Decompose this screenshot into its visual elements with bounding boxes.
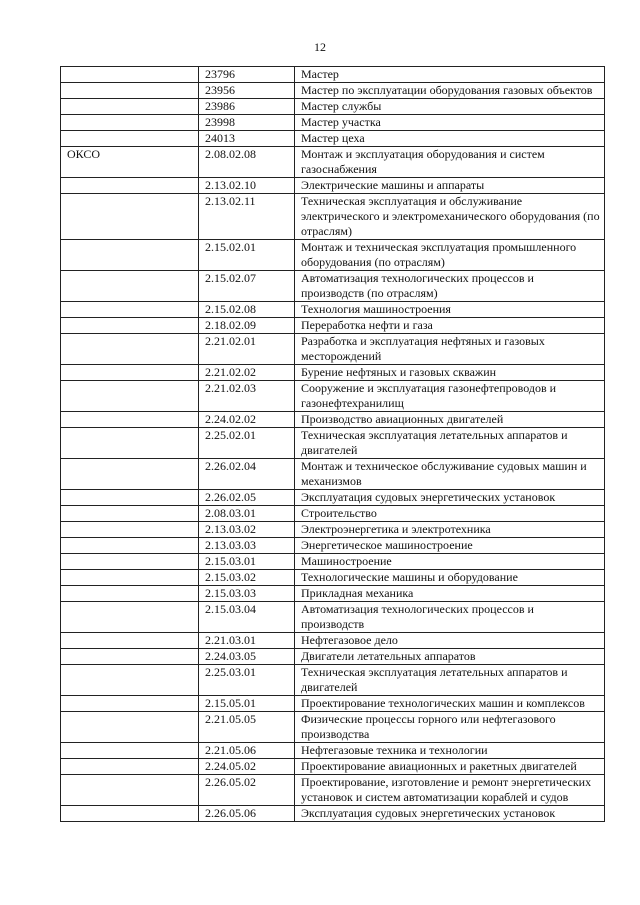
- table-row: [61, 67, 605, 83]
- table-row: [61, 318, 605, 334]
- name-cell: Эксплуатация судовых энергетических установок: [295, 490, 605, 506]
- table-row: [61, 178, 605, 194]
- group-cell: [61, 506, 199, 522]
- code-cell: 2.24.02.02: [199, 412, 295, 428]
- code-cell: 23796: [199, 67, 295, 83]
- table-row: [61, 240, 605, 271]
- code-cell: 2.13.03.03: [199, 538, 295, 554]
- code-cell: 2.13.02.10: [199, 178, 295, 194]
- group-cell: [61, 302, 199, 318]
- table-row: [61, 586, 605, 602]
- code-cell: 2.15.03.02: [199, 570, 295, 586]
- group-cell: [61, 554, 199, 570]
- name-cell: Автоматизация технологических процессов и производств: [295, 602, 605, 633]
- name-cell: Техническая эксплуатация и обслуживание электрического и электромеханического оборудования (по отраслям): [295, 194, 605, 240]
- table-row: [61, 759, 605, 775]
- group-cell: ОКСО: [61, 147, 199, 178]
- name-cell: Проектирование, изготовление и ремонт энергетических установок и систем автоматизации кораблей и судов: [295, 775, 605, 806]
- name-cell: Мастер по эксплуатации оборудования газовых объектов: [295, 83, 605, 99]
- name-cell: Бурение нефтяных и газовых скважин: [295, 365, 605, 381]
- group-cell: [61, 194, 199, 240]
- group-cell: [61, 538, 199, 554]
- name-cell: Строительство: [295, 506, 605, 522]
- code-cell: 23956: [199, 83, 295, 99]
- code-cell: 23986: [199, 99, 295, 115]
- code-cell: 2.15.03.01: [199, 554, 295, 570]
- table-row: [61, 271, 605, 302]
- table-body: [61, 67, 605, 822]
- name-cell: Нефтегазовые техника и технологии: [295, 743, 605, 759]
- table-row: [61, 665, 605, 696]
- code-cell: 2.24.03.05: [199, 649, 295, 665]
- group-cell: [61, 115, 199, 131]
- table-row: [61, 696, 605, 712]
- name-cell: Монтаж и техническая эксплуатация промышленного оборудования (по отраслям): [295, 240, 605, 271]
- code-cell: 2.18.02.09: [199, 318, 295, 334]
- name-cell: Электроэнергетика и электротехника: [295, 522, 605, 538]
- table-row: [61, 365, 605, 381]
- table-row: [61, 334, 605, 365]
- group-cell: [61, 665, 199, 696]
- group-cell: [61, 633, 199, 649]
- group-cell: [61, 806, 199, 822]
- code-cell: 2.15.02.01: [199, 240, 295, 271]
- code-cell: 24013: [199, 131, 295, 147]
- group-cell: [61, 99, 199, 115]
- code-cell: 2.26.05.02: [199, 775, 295, 806]
- code-cell: 2.21.05.06: [199, 743, 295, 759]
- group-cell: [61, 649, 199, 665]
- table-row: [61, 633, 605, 649]
- name-cell: Разработка и эксплуатация нефтяных и газовых месторождений: [295, 334, 605, 365]
- code-cell: 2.13.02.11: [199, 194, 295, 240]
- name-cell: Переработка нефти и газа: [295, 318, 605, 334]
- table-row: [61, 490, 605, 506]
- name-cell: Производство авиационных двигателей: [295, 412, 605, 428]
- name-cell: Нефтегазовое дело: [295, 633, 605, 649]
- group-cell: [61, 602, 199, 633]
- code-cell: 2.26.02.05: [199, 490, 295, 506]
- table-row: [61, 743, 605, 759]
- group-cell: [61, 743, 199, 759]
- group-cell: [61, 490, 199, 506]
- group-cell: [61, 522, 199, 538]
- group-cell: [61, 586, 199, 602]
- name-cell: Автоматизация технологических процессов и производств (по отраслям): [295, 271, 605, 302]
- code-cell: 2.08.03.01: [199, 506, 295, 522]
- code-cell: 2.21.02.03: [199, 381, 295, 412]
- group-cell: [61, 271, 199, 302]
- group-cell: [61, 318, 199, 334]
- name-cell: Мастер службы: [295, 99, 605, 115]
- table-row: [61, 99, 605, 115]
- code-cell: 2.26.02.04: [199, 459, 295, 490]
- group-cell: [61, 759, 199, 775]
- code-cell: 2.15.05.01: [199, 696, 295, 712]
- name-cell: Машиностроение: [295, 554, 605, 570]
- code-cell: 2.08.02.08: [199, 147, 295, 178]
- table-row: [61, 115, 605, 131]
- table-row: [61, 147, 605, 178]
- group-cell: [61, 334, 199, 365]
- name-cell: Мастер цеха: [295, 131, 605, 147]
- table-row: [61, 83, 605, 99]
- name-cell: Проектирование технологических машин и комплексов: [295, 696, 605, 712]
- table-row: [61, 602, 605, 633]
- code-cell: 2.15.02.08: [199, 302, 295, 318]
- group-cell: [61, 428, 199, 459]
- code-cell: 2.21.03.01: [199, 633, 295, 649]
- table-row: [61, 412, 605, 428]
- code-cell: 2.21.05.05: [199, 712, 295, 743]
- table-row: [61, 538, 605, 554]
- code-cell: 2.26.05.06: [199, 806, 295, 822]
- code-cell: 23998: [199, 115, 295, 131]
- name-cell: Технологические машины и оборудование: [295, 570, 605, 586]
- group-cell: [61, 178, 199, 194]
- table-row: [61, 806, 605, 822]
- name-cell: Физические процессы горного или нефтегазового производства: [295, 712, 605, 743]
- code-cell: 2.21.02.02: [199, 365, 295, 381]
- group-cell: [61, 775, 199, 806]
- table-row: [61, 194, 605, 240]
- code-cell: 2.21.02.01: [199, 334, 295, 365]
- table-row: [61, 131, 605, 147]
- code-cell: 2.15.03.04: [199, 602, 295, 633]
- name-cell: Техническая эксплуатация летательных аппаратов и двигателей: [295, 665, 605, 696]
- table-row: [61, 570, 605, 586]
- group-cell: [61, 67, 199, 83]
- code-cell: 2.25.02.01: [199, 428, 295, 459]
- code-cell: 2.25.03.01: [199, 665, 295, 696]
- page-number: 12: [314, 40, 326, 54]
- code-cell: 2.15.03.03: [199, 586, 295, 602]
- name-cell: Технология машиностроения: [295, 302, 605, 318]
- group-cell: [61, 570, 199, 586]
- name-cell: Электрические машины и аппараты: [295, 178, 605, 194]
- name-cell: Мастер: [295, 67, 605, 83]
- table-row: [61, 649, 605, 665]
- name-cell: Мастер участка: [295, 115, 605, 131]
- table-row: [61, 554, 605, 570]
- group-cell: [61, 459, 199, 490]
- name-cell: Сооружение и эксплуатация газонефтепроводов и газонефтехранилищ: [295, 381, 605, 412]
- group-cell: [61, 412, 199, 428]
- name-cell: Двигатели летательных аппаратов: [295, 649, 605, 665]
- group-cell: [61, 712, 199, 743]
- table-row: [61, 506, 605, 522]
- group-cell: [61, 381, 199, 412]
- name-cell: Монтаж и эксплуатация оборудования и систем газоснабжения: [295, 147, 605, 178]
- group-cell: [61, 696, 199, 712]
- table-row: [61, 459, 605, 490]
- group-cell: [61, 131, 199, 147]
- table-row: [61, 428, 605, 459]
- code-cell: 2.13.03.02: [199, 522, 295, 538]
- classification-table: [60, 66, 605, 822]
- table-row: [61, 302, 605, 318]
- table-row: [61, 522, 605, 538]
- name-cell: Монтаж и техническое обслуживание судовых машин и механизмов: [295, 459, 605, 490]
- name-cell: Техническая эксплуатация летательных аппаратов и двигателей: [295, 428, 605, 459]
- group-cell: [61, 240, 199, 271]
- name-cell: Энергетическое машиностроение: [295, 538, 605, 554]
- table-row: [61, 712, 605, 743]
- name-cell: Эксплуатация судовых энергетических установок: [295, 806, 605, 822]
- code-cell: 2.24.05.02: [199, 759, 295, 775]
- name-cell: Прикладная механика: [295, 586, 605, 602]
- group-cell: [61, 365, 199, 381]
- table-row: [61, 775, 605, 806]
- group-cell: [61, 83, 199, 99]
- name-cell: Проектирование авиационных и ракетных двигателей: [295, 759, 605, 775]
- table-row: [61, 381, 605, 412]
- code-cell: 2.15.02.07: [199, 271, 295, 302]
